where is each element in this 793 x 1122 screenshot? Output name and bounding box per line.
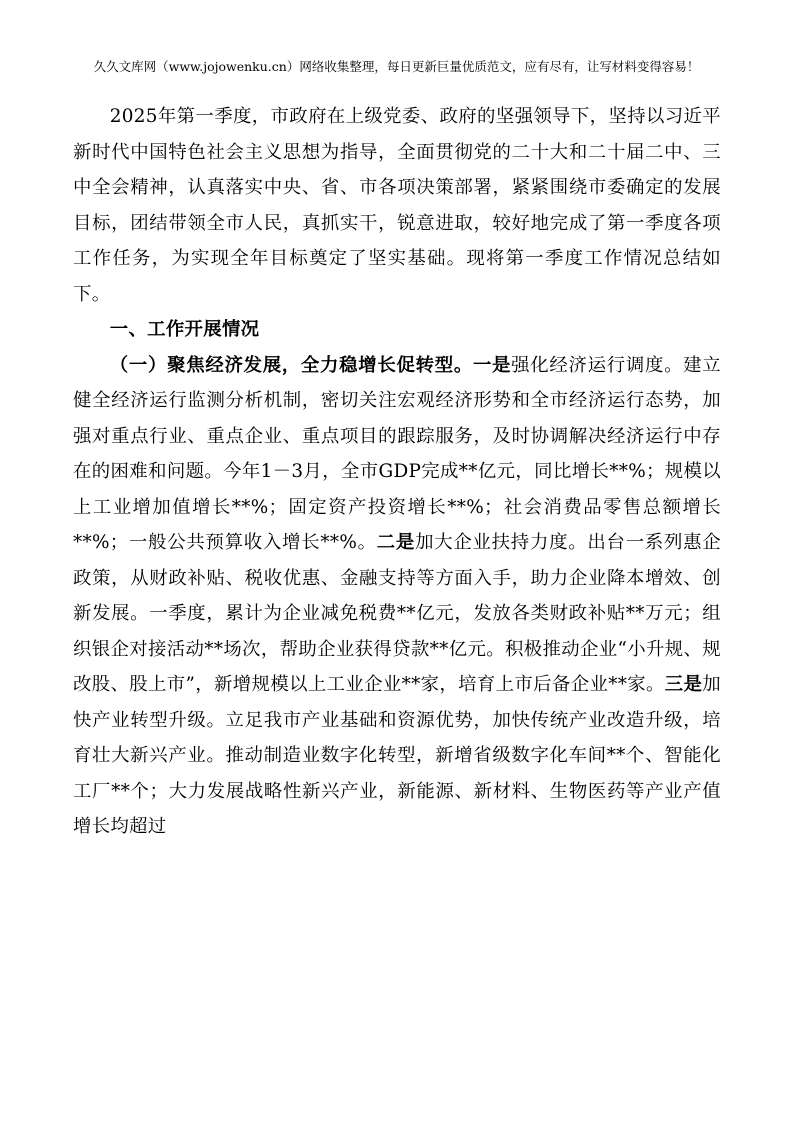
point-two-text: 加大企业扶持力度。出台一系列惠企政策，从财政补贴、税收优惠、金融支持等方面入手，助力企业降本增效、创新发展。一季度，累计为企业减免税费**亿元，发放各类财政补贴**万元；组织银企对接活动**场次，帮助企业获得贷款**亿元。积极推动企业“小升规、规改股、股上市”，新增规模以上工业企业**家，培育上市后备企业**家。	[73, 532, 721, 695]
point-one-label: 一是	[472, 354, 512, 376]
document-body	[73, 99, 721, 845]
page-header: 久久文库网（www.jojowenku.cn）网络收集整理，每日更新巨量优质范文，应有尽有，让写材料变得容易！	[93, 59, 700, 74]
point-three-label: 三是	[664, 674, 703, 695]
point-one-text: 强化经济运行调度。建立健全经济运行监测分析机制，密切关注宏观经济形势和全市经济运行态势，加强对重点行业、重点企业、重点项目的跟踪服务，及时协调解决经济运行中存在的困难和问题。今年1－3月，全市GDP完成**亿元，同比增长**%；规模以上工业增加值增长**%；固定资产投资增长**%；社会消费品零售总额增长**%；一般公共预算收入增长**%。	[73, 354, 721, 553]
point-two-label: 二是	[376, 532, 416, 553]
section-heading: 一、工作开展情况	[109, 319, 260, 340]
subsection-title: （一）聚焦经济发展，全力稳增长促转型。	[109, 354, 473, 376]
point-three-text: 加快产业转型升级。立足我市产业基础和资源优势，加快传统产业改造升级，培育壮大新兴产业。推动制造业数字化转型，新增省级数字化车间**个、智能化工厂**个；大力发展战略性新兴产业，新能源、新材料、生物医药等产业产值增长均超过	[73, 674, 721, 837]
intro-paragraph: 2025年第一季度，市政府在上级党委、政府的坚强领导下，坚持以习近平新时代中国特色社会主义思想为指导，全面贯彻党的二十大和二十届二中、三中全会精神，认真落实中央、省、市各项决策部署，紧紧围绕市委确定的发展目标，团结带领全市人民，真抓实干，锐意进取，较好地完成了第一季度各项工作任务，为实现全年目标奠定了坚实基础。现将第一季度工作情况总结如下。	[73, 106, 721, 305]
economic-development-paragraph	[73, 348, 721, 845]
